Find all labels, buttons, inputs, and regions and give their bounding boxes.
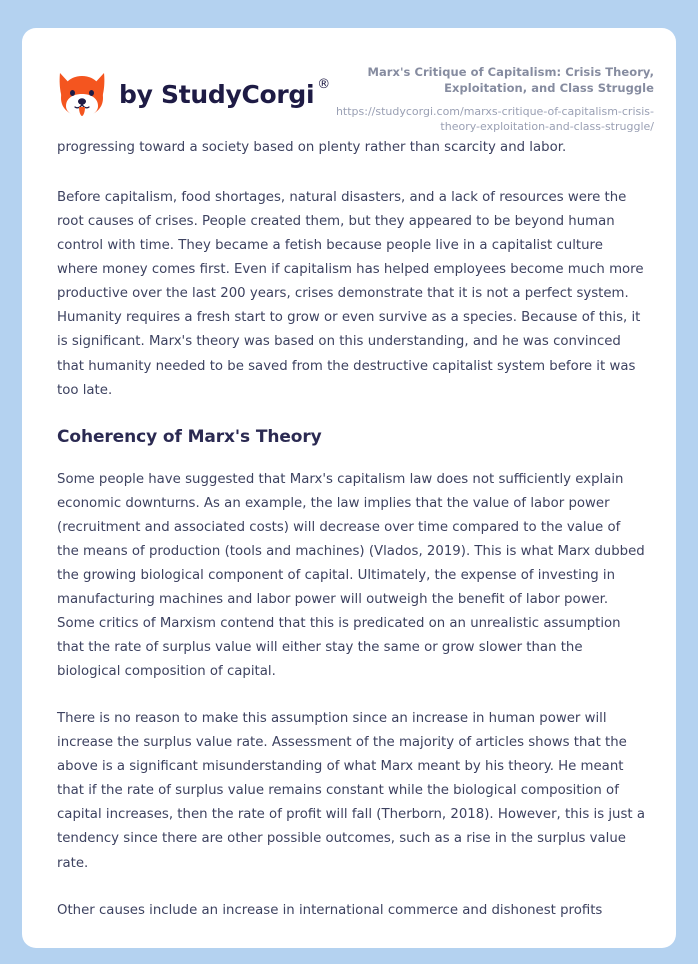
document-title: Marx's Critique of Capitalism: Crisis Theory, Exploitation, and Class Struggle (367, 65, 654, 96)
document-url[interactable]: https://studycorgi.com/marxs-critique-of-capitalism-crisis-theory-exploitation-and-class-struggle/ (335, 104, 654, 134)
paragraph-4: There is no reason to make this assumption since an increase in human power will increase the surplus value rate. Assessment of the majority of articles shows that the above is a significant misunderstanding of what Marx meant by his theory. He meant that if the rate of surplus value remains constant while the biological composition of capital increases, then the rate of profit will fall (Therborn, 2018). However, this is just a tendency since there are other possible outcomes, such as a rise in the surplus value rate. (57, 711, 645, 871)
registered-trademark-icon: ® (317, 76, 330, 92)
header-document-meta (330, 58, 654, 135)
paragraph-2: Before capitalism, food shortages, natural disasters, and a lack of resources were the root causes of crises. People created them, but they appeared to be beyond human control with time. They became a fetish because people live in a capitalist culture where money comes first. Even if capitalism has helped employees become much more productive over the last 200 years, crises demonstrate that it is not a perfect system. Humanity requires a fresh start to grow or even survive as a species. Because of this, it is significant. Marx's theory was based on this understanding, and he was convinced that humanity needed to be saved from the destructive capitalist system before it was too late. (57, 190, 644, 398)
studycorgi-wordmark (119, 76, 330, 109)
section-heading-coherency: Coherency of Marx's Theory (57, 426, 322, 447)
corgi-logo-icon (57, 70, 107, 118)
document-header (22, 28, 676, 136)
paragraph-1: progressing toward a society based on plenty rather than scarcity and labor. (57, 140, 567, 155)
article-body (22, 136, 676, 923)
wordmark-text: by StudyCorgi (119, 79, 315, 109)
document-page-card (22, 28, 676, 948)
brand-logo-group (57, 58, 330, 118)
paragraph-3: Some people have suggested that Marx's capitalism law does not sufficiently explain economic downturns. As an example, the law implies that the value of labor power (recruitment and associated costs) will decrease over time compared to the value of the means of production (tools and machines) (Vlados, 2019). This is what Marx dubbed the growing biological component of capital. Ultimately, the expense of investing in manufacturing machines and labor power will outweigh the benefit of labor power. Some critics of Marxism contend that this is predicated on an unrealistic assumption that the rate of surplus value will either stay the same or grow slower than the biological composition of capital. (57, 471, 645, 680)
paragraph-5: Other causes include an increase in international commerce and dishonest profits (57, 902, 603, 918)
